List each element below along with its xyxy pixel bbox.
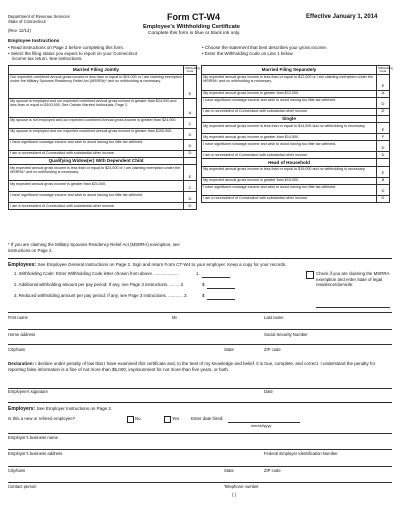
employees-heading: Employees: See Employee General Instructions on Page 2. Sign and return Form CT-W4 to your employer. Keep a copy for your records.: [8, 262, 287, 268]
married-separately-title: Married Filing Separately: [202, 66, 377, 75]
filing-row-text: My expected annual gross income is greater than $24,000.: [9, 181, 184, 192]
last-name-label: Last name: [264, 315, 284, 320]
filing-row-text: I am a nonresident of Connecticut with substantial other income.: [202, 195, 377, 202]
instruction-item: • Enter the Withholding Code on Line 1 below.: [202, 51, 294, 56]
filing-row-text: I have significant nonwage income and wish to avoid having too little tax withheld.: [9, 192, 184, 203]
employer-city-line[interactable]: [8, 466, 392, 467]
yes-label: Yes: [172, 416, 180, 421]
withholding-code: D: [377, 152, 390, 159]
withholding-code: D: [184, 150, 197, 157]
new-employee-question: Is this a new or rehired employee?: [8, 416, 76, 421]
business-name-label: Employer's business name: [8, 435, 58, 440]
withholding-code: D: [377, 184, 390, 195]
contact-person-label: Contact person: [8, 484, 37, 489]
date-hired-field[interactable]: [228, 422, 300, 423]
msrra-text: Check if you are claiming the MSRRA exemption and enter state of legal residence/domicile:: [316, 271, 390, 288]
filing-row-text: I have significant nonwage income and wish to avoid having too little tax withheld.: [202, 184, 377, 195]
reduced-withholding-field[interactable]: [207, 299, 235, 300]
name-line[interactable]: [8, 312, 392, 313]
filing-row-text: I am a nonresident of Connecticut with substantial other income.: [202, 108, 377, 115]
filing-row-text: My expected annual gross income is greater than $14,500.: [202, 134, 377, 141]
withholding-code: D: [377, 97, 390, 108]
business-address-label: Employer's business address: [8, 451, 63, 456]
line3-label: 3. Reduced withholding amount per pay period: If any, see Page 3 instructions. ............ 3.: [14, 293, 188, 298]
filing-row-text: My expected annual gross income is greater than $12,000.: [202, 90, 377, 97]
filing-row-text: My expected annual gross income is less than or equal to $14,500 and no withholding is necessary.: [202, 123, 377, 134]
withholding-code: D: [184, 192, 197, 203]
business-name-line[interactable]: [8, 433, 392, 434]
mi-label: MI: [172, 315, 177, 320]
withholding-code: E: [184, 74, 197, 98]
withholding-code: D: [184, 203, 197, 210]
first-name-label: First name: [8, 315, 28, 320]
withholding-code: E: [184, 165, 197, 181]
instruction-item: • Choose the statement that best describes your gross income.: [202, 45, 328, 50]
signature-label: Employee's signature: [8, 389, 48, 394]
code-header: Withholding Code: [378, 65, 393, 73]
address-line[interactable]: [8, 329, 392, 330]
msrra-footnote: * If you are claiming the Military Spouses Residency Relief Act (MSRRA) exemption, see instructions on Page 2.: [8, 242, 180, 253]
ssn-label: Social Security Number: [264, 332, 308, 337]
fein-label: Federal Employer Identification Number: [264, 451, 338, 456]
employer-state-label: State: [224, 468, 234, 473]
home-address-label: Home address: [8, 332, 36, 337]
filing-row-text: Our expected combined annual gross income is less than or equal to $24,000 or I am claiming exemption under the Military Spouses Residency Relief Act (MSRRA)* and no withholding is necessary.: [9, 74, 184, 98]
filing-row-text: My expected annual gross income is less than or equal to $24,000 or I am claiming exemption under the MSRRA* and no withholding is necessary.: [9, 165, 184, 181]
withholding-code: C: [184, 117, 197, 128]
widower-title: Qualifying Widow(er) With Dependent Child: [9, 157, 184, 164]
head-household-title: Head of Household: [202, 159, 377, 166]
no-label: No: [135, 416, 141, 421]
telephone-field[interactable]: ( ): [232, 492, 237, 497]
line3-dollar: $: [202, 293, 205, 298]
filing-row-text: My expected annual gross income is less than or equal to $19,000 and no withholding is necessary.: [202, 166, 377, 177]
withholding-code: A: [377, 90, 390, 97]
new-employee-yes-checkbox[interactable]: [164, 416, 171, 423]
department-name: Department of Revenue Services: [8, 14, 70, 19]
instruction-item: income tax return. See instructions.: [12, 56, 83, 61]
instruction-item: • Read instructions on Page 2 before completing this form.: [8, 45, 125, 50]
date-hired-label: Enter date hired:: [191, 416, 224, 421]
section-divider: [8, 402, 392, 403]
married-separately-table: [201, 65, 393, 203]
new-employee-no-checkbox[interactable]: [127, 416, 134, 423]
filing-row-text: I have significant nonwage income and wish to avoid having too little tax withheld.: [9, 139, 184, 150]
single-title: Single: [202, 115, 377, 122]
code-header: Withholding Code: [185, 65, 200, 73]
revision-date: (Rev. 12/13): [8, 28, 31, 33]
form-title: Form CT-W4: [167, 12, 220, 22]
filing-row-text: I am a nonresident of Connecticut with substantial other income.: [202, 152, 377, 159]
withholding-code: D: [377, 141, 390, 152]
line1-number: 1.: [196, 271, 200, 276]
declaration-text: Declaration: I declare under penalty of law that I have examined this certificate and, to the best of my knowledge and belief, it is true, complete, and correct. I understand the penalty for reporting false information is a fine of not more than $5,000, imprisonment for not more than five years, or both.: [8, 361, 376, 373]
filing-row-text: I have significant nonwage income and wish to avoid having too little tax withheld.: [202, 141, 377, 152]
effective-date: Effective January 1, 2014: [306, 14, 378, 20]
city-label: City/town: [8, 347, 26, 352]
city-line[interactable]: [8, 344, 392, 345]
filing-row-text: My spouse is employed and our expected combined annual gross income is greater than $100,500.: [9, 128, 184, 139]
withholding-code: D: [377, 195, 390, 202]
line2-label: 2. Additional withholding amount per pay period: If any, see Page 3 instructions. ........ 2.: [14, 282, 185, 287]
msrra-checkbox[interactable]: [306, 271, 314, 279]
filing-row-text: I am a nonresident of Connecticut with substantial other income.: [9, 203, 184, 210]
contact-line[interactable]: [8, 482, 392, 483]
additional-withholding-field[interactable]: [207, 288, 235, 289]
withholding-code: C: [184, 181, 197, 192]
section-divider: [8, 258, 392, 259]
state-label: State: [224, 347, 234, 352]
signature-date-label: Date: [264, 389, 273, 394]
withholding-code: E: [377, 166, 390, 177]
state-of-residence-field[interactable]: [316, 307, 390, 308]
withholding-code: D: [184, 139, 197, 150]
filing-row-text: My spouse is not employed and our expected combined annual gross income is greater than $24,000.: [9, 117, 184, 128]
married-jointly-table: [8, 65, 200, 210]
withholding-code: E: [377, 123, 390, 134]
employer-city-label: City/town: [8, 468, 26, 473]
withholding-code: B: [377, 177, 390, 184]
withholding-code: D: [377, 108, 390, 115]
employer-zip-label: ZIP code: [264, 468, 281, 473]
filing-row-text: My expected annual gross income is less than or equal to $12,000 or I am claiming exemption under the MSRRA* and no withholding is necessary.: [202, 74, 377, 90]
certificate-title: Employee's Withholding Certificate: [143, 24, 240, 30]
filing-row-text: My expected annual gross income is greater than $19,000.: [202, 177, 377, 184]
withholding-code-field[interactable]: [202, 277, 230, 278]
state-name: State of Connecticut: [8, 19, 46, 24]
filing-row-text: My spouse is employed and our expected combined annual gross income is greater than $24,000 and less than or equal to $100,500. See Certain Married Individuals, Page 2.: [9, 98, 184, 117]
withholding-code: E: [377, 74, 390, 90]
withholding-code: F: [377, 134, 390, 141]
filing-row-text: I am a nonresident of Connecticut with substantial other income.: [9, 150, 184, 157]
line2-dollar: $: [202, 282, 205, 287]
withholding-code: A: [184, 98, 197, 117]
date-format-hint: mm/dd/yyyy: [251, 424, 272, 428]
filing-row-text: I have significant nonwage income and wish to avoid having too little tax withheld.: [202, 97, 377, 108]
withholding-code: D: [184, 128, 197, 139]
zip-label: ZIP code: [264, 347, 281, 352]
certificate-subtitle: Complete this form in blue or black ink only.: [148, 31, 241, 36]
line1-label: 1. Withholding Code: Enter Withholding Code letter chosen from above. ....................: [14, 271, 179, 276]
employers-heading: Employers: See Employer Instructions on Page 2.: [8, 406, 113, 412]
married-jointly-title: Married Filing Jointly: [9, 66, 184, 75]
telephone-label: Telephone number: [224, 484, 259, 489]
instructions-title: Employee Instructions: [8, 39, 60, 44]
instruction-item: • Select the filing status you expect to report on your Connecticut: [8, 51, 137, 56]
business-address-line[interactable]: [8, 449, 392, 450]
signature-line[interactable]: [8, 388, 392, 389]
